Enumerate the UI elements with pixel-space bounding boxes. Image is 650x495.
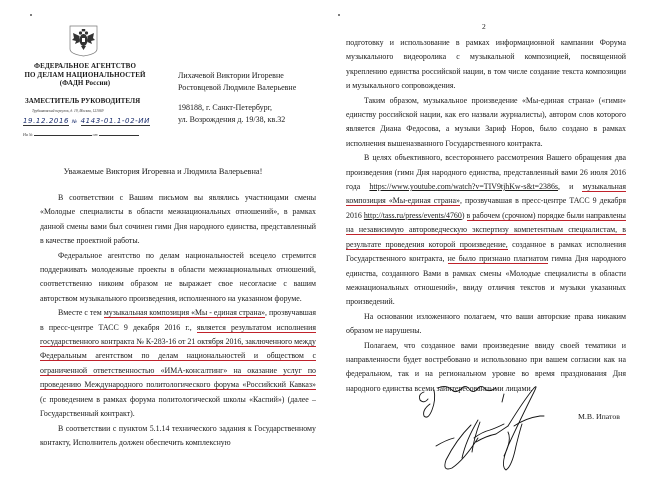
reference-from-blank [99,132,139,136]
text-segment: гимна Дня народного единства, созданного Вами в рамках смены «Молодые специалисты в области межнациональных отношений», ввиду отличия текстов и музыки указанных произведений. [346,254,627,307]
letter-paragraph: подготовку и использование в рамках информационной кампании Форума музыкального видеоролика с музыкальной композицией, посвященной укреплению единства российской нации, в том числе создание текста композиции и музыкального сопровождения. [346,38,626,91]
text-segment: , прозвучавшая в пресс-центре ТАСС 9 декабря 2016 г. [40,308,317,332]
text-segment: (с проведением в рамках форума политологической школы «Каспий») (далее – Государственный контракт). [40,394,316,419]
letter-paragraph: Федеральное агентство по делам национальностей всецело стремится поддерживать молодежные проекты в области межнациональных отношений, соответственно никоим образом не выражает свое несогласие с вашим авторством музыкального произведения, исполненного на указанном форуме. [40,250,316,303]
org-name-line-1: ФЕДЕРАЛЬНОЕ АГЕНТСТВО [34,62,136,70]
highlighted-text: является результатом исполнения государственного контракта № К-283-16 от 21 октября 2016, заключенного между Федеральным агентством по делам национальностей и обществом с ограниченной ответственностью «ИМА-консалтинг» на оказание услуг по проведению Международного политологического форума «Российский Кавказ» [40,322,316,390]
reference-no-blank [34,132,92,136]
handwritten-signature-icon [416,380,551,485]
recipient-address-2: ул. Возрождения д. 19/38, кв.32 [178,114,286,124]
text-segment: ) [461,210,467,220]
text-segment: созданное в рамках исполнения Государственного контракта, [346,239,626,264]
recipient-name-2: Ростовцевой Людмиле Валерьевне [178,82,297,92]
recipient-address-1: 198188, г. Санкт-Петербург, [178,103,273,112]
russian-coat-of-arms-icon [69,25,98,57]
text-segment: , прозвучавшая в пресс-центре ТАСС 9 декабря 2016 [346,196,626,220]
scan-speck [338,14,340,16]
salutation: Уважаемые Виктория Игоревна и Людмила Валерьевна! [63,167,263,176]
recipient-block [178,70,296,125]
registration-line [23,117,150,125]
url-link[interactable]: https://www.youtube.com/watch?v=TIV9tjhKw-s&t=2386s [369,182,558,192]
scan-speck [30,14,32,16]
text-segment: В целях объективного, всестороннего рассмотрения Вашего обращения два произведения (гимн Дня народного единства, представленный вами 26 июля 2016 года [346,153,626,192]
url-link[interactable]: http://tass.ru/press/events/4760 [363,210,462,220]
highlighted-text: в рабочем (срочном) порядке были направлены на независимую автороведческую экспертизу компетентным специалистам, в результате проведения которой произведение, [346,210,626,249]
org-name-line-3: (ФАДН России) [59,79,111,87]
text-segment: , и [557,182,583,192]
letter-body-page-2 [346,36,626,396]
page-number: 2 [482,22,486,31]
reference-line [23,132,139,137]
highlighted-text: не было признано плагиатом [447,254,549,264]
highlighted-text: музыкальная композиция «Мы-единая страна» [346,182,626,206]
registration-no-label: № [71,119,78,125]
sender-address: Трубниковский переулок, д. 19, Москва, 121069 [32,109,104,113]
letter-body-page-1 [40,191,316,450]
letter-paragraph: На основании изложенного полагаем, что ваши авторские права никаким образом не нарушены. [346,311,626,336]
org-name-line-2: ПО ДЕЛАМ НАЦИОНАЛЬНОСТЕЙ [24,70,146,79]
registration-number: 4143-01.1-02-ИИ [80,117,150,125]
text-segment: Вместе с тем [58,308,104,318]
letter-page-2 [326,0,650,495]
letter-paragraph: Таким образом, музыкальное произведение «Мы-единая страна» («гимн» единству российской нации, как его назвали журналисты), автором слов которого является Диана Федосова, а музыки Зариф Норов, было создано в рамках исполнения вышеназванного Государственного контракта. [346,95,626,148]
highlighted-text: музыкальная композиция «Мы - единая страна» [103,308,266,318]
reference-from-label: от [92,132,98,137]
signer-name: М.В. Ипатов [578,412,620,421]
reference-no-label: На № [23,132,33,137]
letter-paragraph [346,151,626,309]
registration-date: 19.12.2016 [23,117,70,125]
organization-name [20,62,150,88]
sender-position: ЗАМЕСТИТЕЛЬ РУКОВОДИТЕЛЯ [25,97,141,105]
recipient-name-1: Лихачевой Виктории Игоревне [178,71,284,80]
letter-paragraph: Полагаем, что созданное вами произведение ввиду своей тематики и направленности будет востребовано и использовано при вашем согласии как на федеральном, так и на региональном уровне во время празднования Дня народного единства всеми заинтересованными лицами. [346,340,626,393]
letter-paragraph: В соответствии с пунктом 5.1.14 технического задания к Государственному контакту, Исполнитель должен обеспечить комплексную [40,423,316,447]
text-segment: , [189,322,197,332]
letter-paragraph: В соответствии с Вашим письмом вы являлись участницами смены «Молодые специалисты в области межнациональных отношений», в рамках данной смены вами был сочинен гимн Дня народного единства, представленный в качестве проектной работы. [40,193,316,246]
letter-paragraph [40,306,316,421]
